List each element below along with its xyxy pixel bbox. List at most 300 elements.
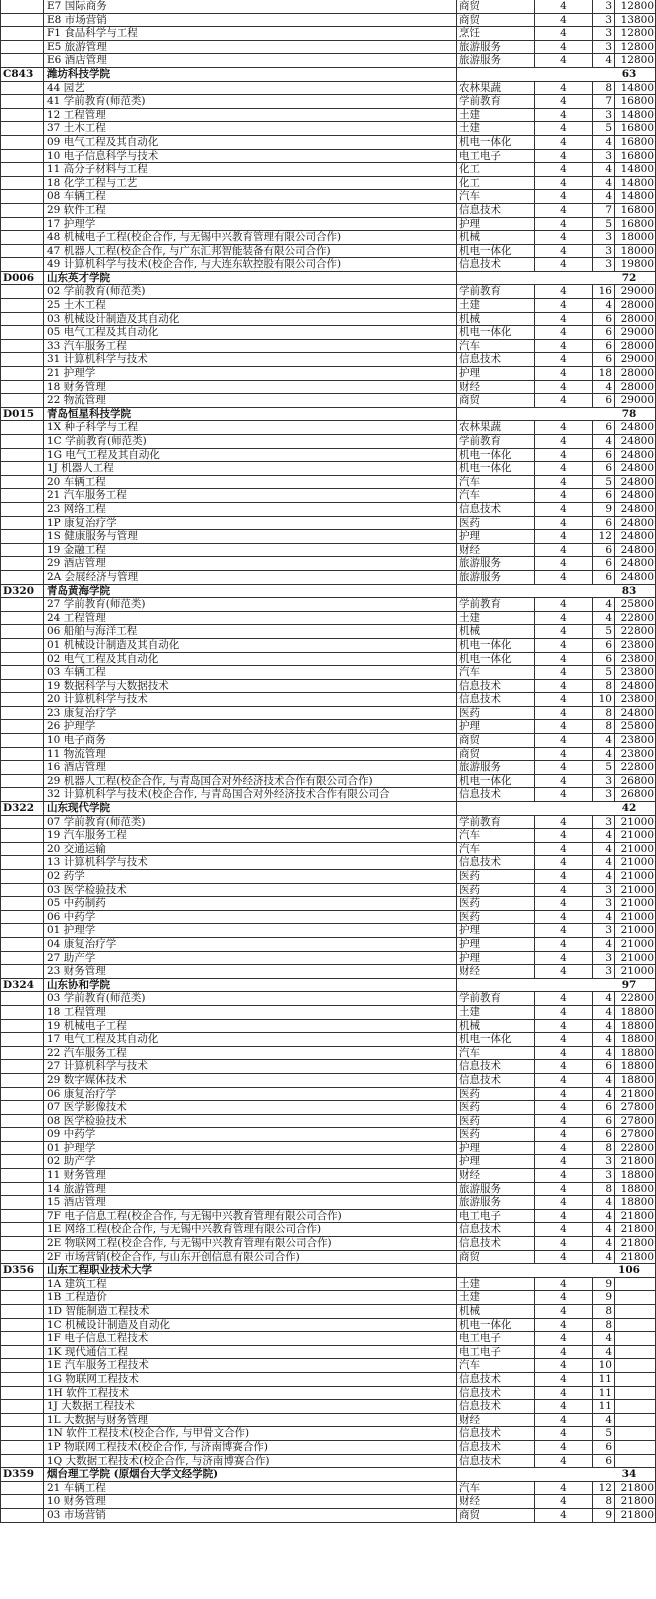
major-category: 汽车 [457,1047,535,1060]
major-code-cell [0,163,44,176]
major-name [44,326,457,339]
institution-code: D320 [0,585,44,598]
major-category: 护理 [457,218,535,231]
major-years: 4 [535,734,593,747]
major-row [0,816,656,830]
major-row [0,150,656,164]
major-row [0,897,656,911]
major-fee: 27800 [615,1101,656,1114]
major-years: 4 [535,299,593,312]
major-title: 软件工程技术(校企合作, 与甲骨文合作) [66,1427,250,1440]
major-row [0,571,656,585]
major-code: E6 [47,54,62,67]
major-name [44,299,457,312]
major-fee: 22800 [615,625,656,638]
major-plan: 4 [593,1074,615,1087]
major-years: 4 [535,1455,593,1468]
major-title: 交通运输 [63,842,106,855]
major-plan: 11 [593,1373,615,1386]
major-title: 医学检验技术 [63,883,127,896]
major-row [0,1387,656,1401]
major-code: 1K [47,1345,62,1358]
major-name [44,313,457,326]
major-fee: 21000 [615,952,656,965]
major-name [44,353,457,366]
major-code-cell [0,1346,44,1359]
major-code-cell [0,27,44,40]
major-title: 机器人工程(校企合作, 与青岛国合对外经济技术合作有限公司合作) [63,774,373,787]
major-code: 18 [47,1005,61,1018]
major-fee: 21800 [615,1210,656,1223]
major-category: 机电一体化 [457,136,535,149]
major-category: 机械 [457,231,535,244]
major-code: 03 [47,666,61,679]
major-title: 护理学 [63,367,96,380]
institution-code: D356 [0,1264,44,1277]
major-plan: 10 [593,693,615,706]
major-code-cell [0,1373,44,1386]
major-fee: 21000 [615,965,656,978]
major-title: 酒店管理 [63,1196,106,1209]
major-code: 22 [47,394,61,407]
major-plan: 8 [593,1305,615,1318]
major-years: 4 [535,449,593,462]
major-code: 48 [47,231,61,244]
major-title: 计算机科学与技术 [63,693,148,706]
major-years: 4 [535,245,593,258]
major-name [44,829,457,842]
major-years: 4 [535,204,593,217]
major-name [44,367,457,380]
major-years: 4 [535,1319,593,1332]
major-title: 工程管理 [63,611,106,624]
major-row [0,1332,656,1346]
major-name [44,1482,457,1495]
major-name [44,544,457,557]
major-title: 中药学 [63,910,96,923]
major-fee: 28000 [615,313,656,326]
major-title: 中药学 [63,1128,96,1141]
major-category: 电工电子 [457,1210,535,1223]
blank-cell [457,1264,535,1277]
major-plan: 6 [593,571,615,584]
institution-code: D015 [0,408,44,421]
major-fee: 21800 [615,1223,656,1236]
major-row [0,489,656,503]
major-fee: 21800 [615,1155,656,1168]
major-fee: 21000 [615,843,656,856]
major-fee: 18800 [615,1169,656,1182]
major-code-cell [0,449,44,462]
major-fee: 29000 [615,353,656,366]
major-code-cell [0,1196,44,1209]
major-code: 04 [47,937,61,950]
major-fee: 29000 [615,394,656,407]
major-code-cell [0,82,44,95]
major-fee: 18000 [615,245,656,258]
major-category: 汽车 [457,843,535,856]
major-plan: 4 [593,1332,615,1345]
institution-row [0,272,656,286]
major-category: 化工 [457,163,535,176]
major-category: 信息技术 [457,1387,535,1400]
major-years: 4 [535,462,593,475]
major-row [0,1033,656,1047]
major-category: 信息技术 [457,1373,535,1386]
major-title: 数字媒体技术 [63,1073,127,1086]
major-code-cell [0,394,44,407]
major-fee: 18800 [615,1020,656,1033]
major-plan: 4 [593,911,615,924]
major-category: 机电一体化 [457,245,535,258]
major-years: 4 [535,639,593,652]
blank-cell [457,408,535,421]
major-code-cell [0,1006,44,1019]
major-code: 10 [47,734,61,747]
major-title: 护理学 [63,924,96,937]
major-years: 4 [535,367,593,380]
major-title: 市场营销(校企合作, 与山东开创信息有限公司合作) [64,1250,300,1263]
major-code: E5 [47,40,62,53]
major-name [44,1441,457,1454]
major-plan: 6 [593,449,615,462]
major-years: 4 [535,231,593,244]
major-code-cell [0,367,44,380]
major-name [44,1074,457,1087]
major-title: 财务管理 [63,1495,106,1508]
major-code-cell [0,775,44,788]
major-category: 电工电子 [457,1332,535,1345]
major-code-cell [0,666,44,679]
major-code-cell [0,544,44,557]
major-row [0,1251,656,1265]
major-code-cell [0,761,44,774]
major-name [44,625,457,638]
major-fee: 29000 [615,285,656,298]
major-category: 财经 [457,381,535,394]
major-name [44,680,457,693]
major-title: 助产学 [63,1155,96,1168]
blank-cell [535,979,593,992]
major-code-cell [0,680,44,693]
major-row [0,884,656,898]
major-title: 电子信息工程技术 [64,1332,149,1345]
major-category: 机械 [457,625,535,638]
major-code: 02 [47,285,61,298]
major-category: 学前教育 [457,285,535,298]
major-fee: 21000 [615,816,656,829]
major-row [0,856,656,870]
major-fee: 24800 [615,449,656,462]
major-name [44,449,457,462]
major-plan: 8 [593,680,615,693]
major-name [44,27,457,40]
major-row [0,381,656,395]
major-code-cell [0,462,44,475]
major-code-cell [0,557,44,570]
major-row [0,177,656,191]
major-name [44,992,457,1005]
major-row [0,245,656,259]
major-row [0,367,656,381]
major-plan: 3 [593,150,615,163]
major-years: 4 [535,1441,593,1454]
major-plan: 11 [593,1387,615,1400]
major-fee [615,1427,656,1440]
major-code-cell [0,122,44,135]
major-code-cell [0,204,44,217]
major-category: 护理 [457,720,535,733]
major-title: 电气工程及其自动化 [65,448,160,461]
major-code-cell [0,218,44,231]
major-code: 1G [47,448,63,461]
major-fee: 18800 [615,1183,656,1196]
major-code: 11 [47,1169,61,1182]
major-code-cell [0,612,44,625]
major-row [0,1115,656,1129]
major-fee: 12800 [615,41,656,54]
major-fee: 21800 [615,1509,656,1522]
major-category: 机电一体化 [457,775,535,788]
major-code-cell [0,870,44,883]
major-fee: 24800 [615,557,656,570]
major-code: 1P [47,1440,61,1453]
major-years: 4 [535,666,593,679]
major-name [44,843,457,856]
major-code: 01 [47,924,61,937]
major-years: 4 [535,1101,593,1114]
major-name [44,707,457,720]
major-plan: 4 [593,1033,615,1046]
major-title: 汽车服务工程 [63,1046,127,1059]
major-code: E7 [47,0,62,12]
major-title: 工程管理 [63,1005,106,1018]
major-code: 1Q [47,1454,63,1467]
blank-cell [535,1468,593,1481]
major-category: 医药 [457,1101,535,1114]
major-row [0,1359,656,1373]
major-row [0,544,656,558]
major-years: 4 [535,353,593,366]
major-plan: 4 [593,1020,615,1033]
major-name [44,748,457,761]
major-code: 23 [47,965,61,978]
major-fee: 24800 [615,435,656,448]
major-years: 4 [535,517,593,530]
major-name [44,1291,457,1304]
major-plan: 9 [593,1291,615,1304]
blank-cell [535,408,593,421]
major-row [0,1414,656,1428]
major-row [0,462,656,476]
major-years: 4 [535,14,593,27]
major-years: 4 [535,41,593,54]
major-category: 机电一体化 [457,449,535,462]
major-title: 物联网工程技术 [65,1372,139,1385]
major-code: 44 [47,81,61,94]
major-years: 4 [535,1359,593,1372]
major-years: 4 [535,1373,593,1386]
major-years: 4 [535,503,593,516]
major-plan: 4 [593,1237,615,1250]
major-category: 机电一体化 [457,326,535,339]
major-plan: 4 [593,54,615,67]
major-fee: 29000 [615,326,656,339]
major-category: 土建 [457,1278,535,1291]
major-code: 19 [47,543,61,556]
major-plan: 6 [593,557,615,570]
major-title: 电子商务 [63,734,106,747]
major-row [0,911,656,925]
major-title: 计算机科学与技术 [63,856,148,869]
major-years: 4 [535,952,593,965]
major-category: 信息技术 [457,1223,535,1236]
major-category: 土建 [457,1006,535,1019]
major-fee: 21800 [615,1482,656,1495]
major-plan: 4 [593,1047,615,1060]
major-plan: 6 [593,1060,615,1073]
major-name [44,788,457,801]
institution-name: 烟台理工学院 (原烟台大学文经学院) [44,1468,457,1481]
major-code-cell [0,190,44,203]
major-category: 医药 [457,1088,535,1101]
major-fee: 28000 [615,340,656,353]
major-title: 船舶与海洋工程 [63,625,138,638]
major-plan: 12 [593,530,615,543]
major-row [0,1291,656,1305]
major-code-cell [0,54,44,67]
major-code-cell [0,326,44,339]
major-title: 电气工程及其自动化 [63,1033,159,1046]
major-years: 4 [535,190,593,203]
major-code: 47 [47,244,61,257]
major-title: 机械设计制造及其自动化 [63,312,180,325]
major-plan: 3 [593,884,615,897]
major-code: 2E [47,1237,62,1250]
major-row [0,82,656,96]
major-code: 2A [47,570,62,583]
major-title: 护理学 [63,720,96,733]
major-name [44,911,457,924]
major-fee: 21000 [615,911,656,924]
major-name [44,666,457,679]
major-category: 信息技术 [457,1074,535,1087]
major-category: 机械 [457,1305,535,1318]
major-category: 化工 [457,177,535,190]
major-code: 19 [47,679,61,692]
major-code: 1C [47,1318,62,1331]
major-plan: 5 [593,761,615,774]
major-name [44,720,457,733]
major-title: 财务管理 [63,1169,106,1182]
major-code-cell [0,856,44,869]
major-fee: 28000 [615,381,656,394]
major-plan: 3 [593,788,615,801]
major-plan: 3 [593,0,615,13]
major-plan: 5 [593,218,615,231]
institution-name: 山东协和学院 [44,979,457,992]
major-name [44,109,457,122]
major-code: 13 [47,856,61,869]
major-row [0,639,656,653]
major-title: 护理学 [63,217,96,230]
major-code-cell [0,14,44,27]
blank-cell [535,802,593,815]
major-fee: 24800 [615,680,656,693]
major-row [0,1278,656,1292]
major-code: 17 [47,1033,61,1046]
major-title: 车辆工程 [63,666,106,679]
major-row [0,122,656,136]
major-row [0,1482,656,1496]
major-title: 车辆工程 [63,190,106,203]
major-row [0,1305,656,1319]
blank-cell [535,68,593,81]
major-title: 智能制造工程技术 [65,1305,150,1317]
major-row [0,285,656,299]
blank-cell [535,585,593,598]
major-code-cell [0,245,44,258]
major-name [44,775,457,788]
major-code: 37 [47,122,61,135]
major-fee: 24800 [615,571,656,584]
major-code: 03 [47,883,61,896]
institution-total: 83 [593,585,656,598]
major-plan: 4 [593,598,615,611]
major-plan: 18 [593,367,615,380]
major-title: 康复治疗学 [64,516,117,529]
major-code-cell [0,1455,44,1468]
major-code-cell [0,95,44,108]
major-title: 种子科学与工程 [64,421,138,434]
major-code: 20 [47,693,61,706]
major-years: 4 [535,788,593,801]
major-name [44,1128,457,1141]
major-row [0,653,656,667]
major-code: 1F [47,1332,61,1345]
major-fee: 13800 [615,14,656,27]
major-plan: 9 [593,1278,615,1291]
major-category: 护理 [457,1142,535,1155]
major-fee: 28000 [615,299,656,312]
major-title: 康复治疗学 [63,937,117,950]
major-row [0,1169,656,1183]
major-category: 护理 [457,938,535,951]
major-years: 4 [535,965,593,978]
major-plan: 3 [593,1169,615,1182]
major-code: 16 [47,761,61,774]
major-code: 41 [47,95,61,108]
major-plan: 3 [593,1155,615,1168]
major-category: 机电一体化 [457,462,535,475]
institution-row [0,408,656,422]
major-title: 学前教育(师范类) [65,435,147,447]
major-code: 19 [47,829,61,842]
major-years: 4 [535,1509,593,1522]
major-plan: 6 [593,313,615,326]
major-code: E8 [47,13,62,26]
major-title: 电子信息工程(校企合作, 与无锡中兴教育管理有限公司合作) [64,1209,342,1222]
major-code-cell [0,231,44,244]
major-name [44,41,457,54]
major-years: 4 [535,218,593,231]
major-category: 旅游服务 [457,41,535,54]
major-plan: 9 [593,503,615,516]
major-plan: 6 [593,1441,615,1454]
major-code: 1B [47,1291,62,1304]
major-plan: 4 [593,163,615,176]
major-row [0,1074,656,1088]
